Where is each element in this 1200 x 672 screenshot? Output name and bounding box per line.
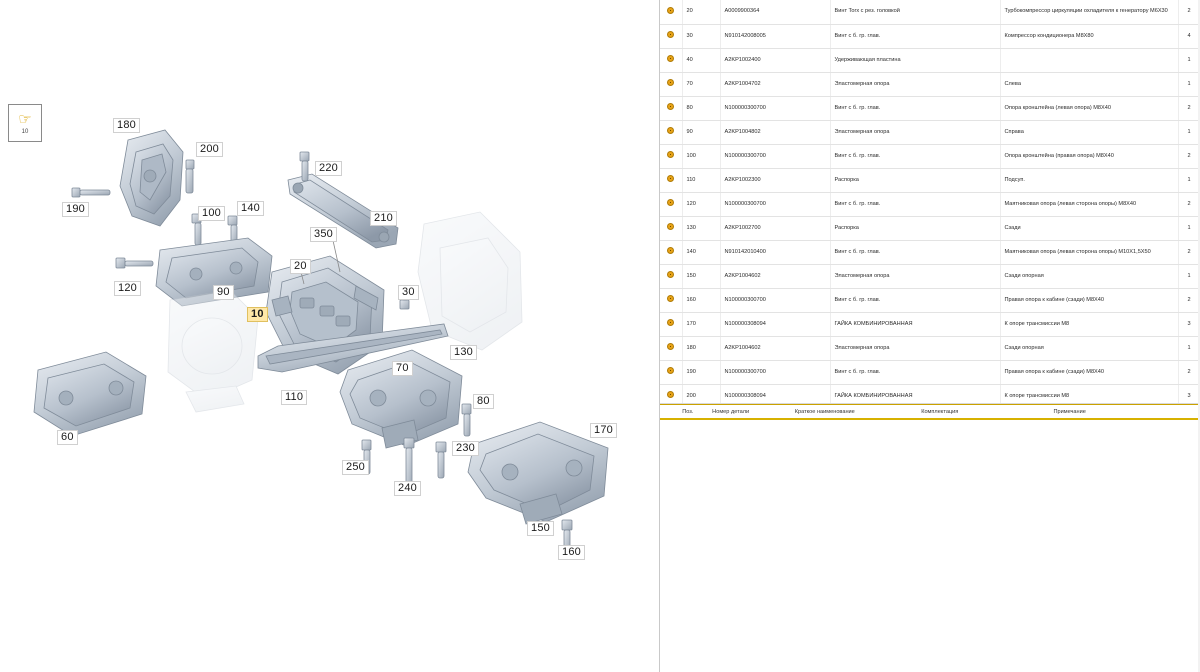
row-part-name: Удерживающая пластина — [830, 48, 1000, 72]
row-position: 70 — [682, 72, 720, 96]
row-note: Маятниковая опора (левая сторона опоры) M8X40 — [1000, 192, 1178, 216]
callout-140[interactable]: 140 — [237, 201, 264, 216]
row-note: Сзади опорная — [1000, 336, 1178, 360]
row-note: Справа — [1000, 120, 1178, 144]
row-position: 160 — [682, 288, 720, 312]
gear-icon[interactable] — [667, 7, 674, 14]
row-quantity: 3 — [1178, 384, 1200, 404]
row-part-number: A2KP1004602 — [720, 264, 830, 288]
callout-230[interactable]: 230 — [452, 441, 479, 456]
callout-350[interactable]: 350 — [310, 227, 337, 242]
row-quantity: 1 — [1178, 168, 1200, 192]
gear-icon[interactable] — [667, 247, 674, 254]
row-note: Опора кронштейна (левая опора) M8X40 — [1000, 96, 1178, 120]
gear-icon[interactable] — [667, 103, 674, 110]
row-icon-cell[interactable] — [660, 360, 682, 384]
footer-number-col[interactable]: Номер детали — [712, 408, 750, 415]
row-position: 110 — [682, 168, 720, 192]
table-row[interactable] — [660, 192, 1200, 216]
row-icon-cell[interactable] — [660, 144, 682, 168]
gear-icon[interactable] — [667, 271, 674, 278]
callout-30[interactable]: 30 — [398, 285, 419, 300]
parts-table — [660, 0, 1200, 404]
row-position: 200 — [682, 384, 720, 404]
gear-icon[interactable] — [667, 175, 674, 182]
row-part-number: N100000308094 — [720, 384, 830, 404]
callout-240[interactable]: 240 — [394, 481, 421, 496]
hand-pointer-icon: ☞ — [18, 110, 32, 128]
row-quantity: 2 — [1178, 288, 1200, 312]
row-note — [1000, 48, 1178, 72]
row-icon-cell[interactable] — [660, 48, 682, 72]
row-icon-cell[interactable] — [660, 24, 682, 48]
empty-area — [660, 422, 1200, 672]
gear-icon[interactable] — [667, 151, 674, 158]
table-row[interactable] — [660, 384, 1200, 404]
row-icon-cell[interactable] — [660, 168, 682, 192]
table-row[interactable] — [660, 336, 1200, 360]
table-row[interactable] — [660, 288, 1200, 312]
gear-icon[interactable] — [667, 223, 674, 230]
gear-icon[interactable] — [667, 55, 674, 62]
row-note: Слева — [1000, 72, 1178, 96]
table-row[interactable] — [660, 216, 1200, 240]
row-icon-cell[interactable] — [660, 288, 682, 312]
row-part-name: Винт с б. гр. глав. — [830, 240, 1000, 264]
row-part-number: N100000300700 — [720, 360, 830, 384]
table-row[interactable] — [660, 144, 1200, 168]
callout-210[interactable]: 210 — [370, 211, 397, 226]
row-quantity: 2 — [1178, 240, 1200, 264]
table-row[interactable] — [660, 24, 1200, 48]
callout-180[interactable]: 180 — [113, 118, 140, 133]
callout-160[interactable]: 160 — [558, 545, 585, 560]
row-part-name: Винт с б. гр. глав. — [830, 288, 1000, 312]
row-part-number: N100000300700 — [720, 288, 830, 312]
row-note: К опоре трансмиссии M8 — [1000, 384, 1178, 404]
row-part-name: Винт с б. гр. глав. — [830, 96, 1000, 120]
row-note: Подсуп. — [1000, 168, 1178, 192]
gear-icon[interactable] — [667, 319, 674, 326]
callout-250[interactable]: 250 — [342, 460, 369, 475]
row-position: 140 — [682, 240, 720, 264]
row-position: 190 — [682, 360, 720, 384]
row-part-number: N100000300700 — [720, 192, 830, 216]
footer-note-col[interactable]: Примечание — [1053, 408, 1086, 415]
row-position: 80 — [682, 96, 720, 120]
callout-80[interactable]: 80 — [473, 394, 494, 409]
parts-table-header-strip — [660, 404, 1200, 420]
callout-110[interactable]: 110 — [281, 390, 307, 405]
gear-icon[interactable] — [667, 343, 674, 350]
callout-150[interactable]: 150 — [527, 521, 554, 536]
row-position: 20 — [682, 0, 720, 24]
row-quantity: 1 — [1178, 216, 1200, 240]
row-part-name: Распорка — [830, 216, 1000, 240]
row-icon-cell[interactable] — [660, 192, 682, 216]
callout-190[interactable]: 190 — [62, 202, 89, 217]
row-part-name: ГАЙКА КОМБИНИРОВАННАЯ — [830, 384, 1000, 404]
parts-table-scroll[interactable] — [660, 0, 1200, 404]
row-position: 180 — [682, 336, 720, 360]
gear-icon[interactable] — [667, 391, 674, 398]
callout-130[interactable]: 130 — [450, 345, 477, 360]
callout-90[interactable]: 90 — [213, 285, 234, 300]
row-note: Компрессор кондиционера M8X80 — [1000, 24, 1178, 48]
row-part-number: A2KP1004702 — [720, 72, 830, 96]
footer-name-col[interactable]: Краткое наименование — [794, 408, 855, 415]
row-part-number: A2KP1002400 — [720, 48, 830, 72]
callout-100[interactable]: 100 — [198, 206, 225, 221]
row-icon-cell[interactable] — [660, 336, 682, 360]
table-row[interactable] — [660, 0, 1200, 24]
gear-icon[interactable] — [667, 199, 674, 206]
row-position: 120 — [682, 192, 720, 216]
gear-icon[interactable] — [667, 295, 674, 302]
callout-120[interactable]: 120 — [114, 281, 141, 296]
footer-position-col[interactable]: Поз. — [682, 408, 694, 415]
row-part-name: Винт с б. гр. глав. — [830, 192, 1000, 216]
row-position: 170 — [682, 312, 720, 336]
legend-box — [8, 104, 42, 142]
row-icon-cell[interactable] — [660, 216, 682, 240]
row-quantity: 2 — [1178, 96, 1200, 120]
row-part-number: N100000300700 — [720, 144, 830, 168]
row-part-number: A2KP1002700 — [720, 216, 830, 240]
row-quantity: 1 — [1178, 264, 1200, 288]
row-position: 90 — [682, 120, 720, 144]
row-part-name: Винт с б. гр. глав. — [830, 24, 1000, 48]
row-part-name: Винт с б. гр. глав. — [830, 144, 1000, 168]
row-part-name: Эластомерная опора — [830, 264, 1000, 288]
row-icon-cell[interactable] — [660, 264, 682, 288]
gear-icon[interactable] — [667, 127, 674, 134]
row-part-number: A2KP1004602 — [720, 336, 830, 360]
row-part-name: Эластомерная опора — [830, 120, 1000, 144]
table-row[interactable] — [660, 168, 1200, 192]
callout-20[interactable]: 20 — [290, 259, 311, 274]
table-row[interactable] — [660, 240, 1200, 264]
row-quantity: 2 — [1178, 144, 1200, 168]
row-note: К опоре трансмиссии M8 — [1000, 312, 1178, 336]
row-position: 30 — [682, 24, 720, 48]
row-icon-cell[interactable] — [660, 384, 682, 404]
footer-equipment-col[interactable]: Комплектация — [921, 408, 959, 415]
row-note: Опора кронштейна (правая опора) M8X40 — [1000, 144, 1178, 168]
legend-number: 10 — [21, 128, 29, 135]
row-icon-cell[interactable] — [660, 72, 682, 96]
row-note: Правая опора к кабине (сзади) M8X40 — [1000, 288, 1178, 312]
row-icon-cell[interactable] — [660, 96, 682, 120]
row-part-name: Винт с б. гр. глав. — [830, 360, 1000, 384]
row-note: Сзади опорная — [1000, 264, 1178, 288]
row-note: Турбокомпрессор циркуляции охладителя к генератору M6X30 — [1000, 0, 1178, 24]
row-position: 40 — [682, 48, 720, 72]
callout-60[interactable]: 60 — [57, 430, 78, 445]
gear-icon[interactable] — [667, 79, 674, 86]
callout-70[interactable]: 70 — [392, 361, 413, 376]
row-part-name: Распорка — [830, 168, 1000, 192]
row-position: 130 — [682, 216, 720, 240]
table-row[interactable] — [660, 312, 1200, 336]
table-row[interactable] — [660, 96, 1200, 120]
table-row[interactable] — [660, 72, 1200, 96]
row-note: Маятниковая опора (левая сторона опоры) M10X1,5X50 — [1000, 240, 1178, 264]
row-icon-cell[interactable] — [660, 312, 682, 336]
table-row[interactable] — [660, 120, 1200, 144]
row-part-number: N100000300700 — [720, 96, 830, 120]
row-note: Сзади — [1000, 216, 1178, 240]
row-quantity: 1 — [1178, 120, 1200, 144]
row-position: 100 — [682, 144, 720, 168]
callout-170[interactable]: 170 — [590, 423, 617, 438]
table-row[interactable] — [660, 48, 1200, 72]
row-icon-cell[interactable] — [660, 120, 682, 144]
row-quantity: 2 — [1178, 360, 1200, 384]
callout-200[interactable]: 200 — [196, 142, 223, 157]
row-quantity: 1 — [1178, 48, 1200, 72]
row-note: Правая опора к кабине (сзади) M8X40 — [1000, 360, 1178, 384]
parts-list-pane[interactable] — [660, 0, 1200, 672]
row-quantity: 1 — [1178, 72, 1200, 96]
row-quantity: 2 — [1178, 0, 1200, 24]
row-part-name: Эластомерная опора — [830, 336, 1000, 360]
table-row[interactable] — [660, 264, 1200, 288]
gear-icon[interactable] — [667, 367, 674, 374]
row-part-name: ГАЙКА КОМБИНИРОВАННАЯ — [830, 312, 1000, 336]
row-part-name: Винт Torx с рез. головкой — [830, 0, 1000, 24]
row-part-number: A2KP1002300 — [720, 168, 830, 192]
row-quantity: 3 — [1178, 312, 1200, 336]
row-part-number: A0009900364 — [720, 0, 830, 24]
row-part-name: Эластомерная опора — [830, 72, 1000, 96]
row-quantity: 2 — [1178, 192, 1200, 216]
callout-220[interactable]: 220 — [315, 161, 342, 176]
row-quantity: 1 — [1178, 336, 1200, 360]
row-quantity: 4 — [1178, 24, 1200, 48]
row-part-number: N910142010400 — [720, 240, 830, 264]
row-icon-cell[interactable] — [660, 0, 682, 24]
row-position: 150 — [682, 264, 720, 288]
row-part-number: N910142008005 — [720, 24, 830, 48]
row-icon-cell[interactable] — [660, 240, 682, 264]
gear-icon[interactable] — [667, 31, 674, 38]
row-part-number: A2KP1004802 — [720, 120, 830, 144]
table-row[interactable] — [660, 360, 1200, 384]
callout-10[interactable]: 10 — [247, 307, 268, 322]
row-part-number: N100000308094 — [720, 312, 830, 336]
